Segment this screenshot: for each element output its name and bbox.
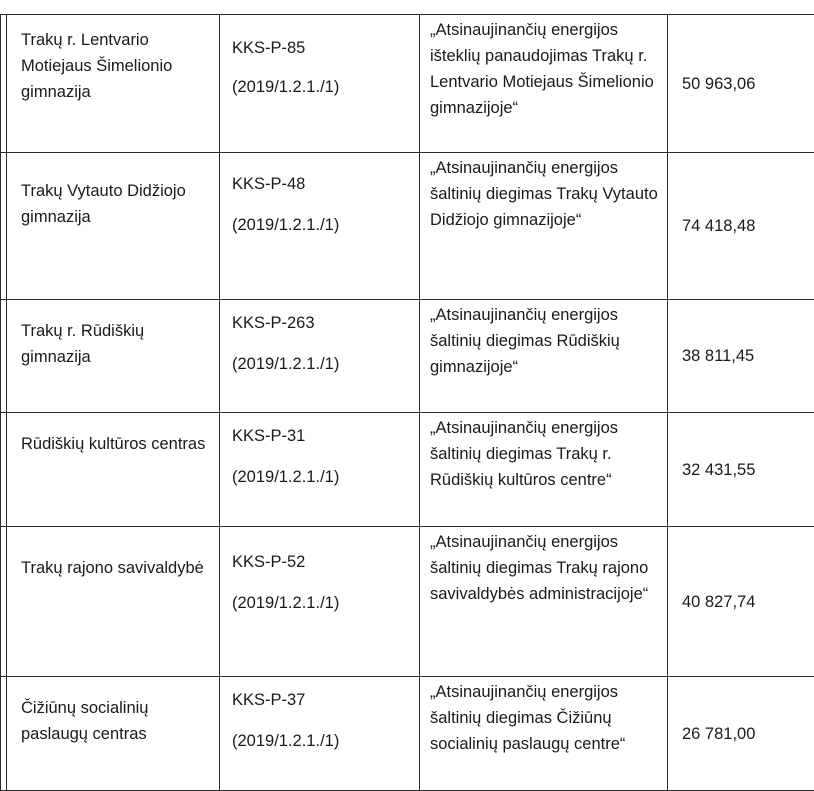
amount-cell: 32 431,55 (668, 413, 814, 527)
amount-cell: 74 418,48 (668, 153, 814, 300)
institution-cell: Trakų rajono savivaldybė (7, 527, 220, 677)
institution-cell: Rūdiškių kultūros centras (7, 413, 220, 527)
table-row (1, 300, 814, 413)
project-reference: (2019/1.2.1./1) (232, 351, 411, 377)
project-title-cell: „Atsinaujinančių energijos šaltinių diegimas Trakų Vytauto Didžiojo gimnazijoje“ (420, 153, 668, 300)
institution-cell: Trakų r. Rūdiškių gimnazija (7, 300, 220, 413)
project-reference: (2019/1.2.1./1) (232, 590, 411, 616)
table-row (1, 677, 814, 791)
code-cell (220, 15, 420, 153)
code-cell (220, 300, 420, 413)
table-row (1, 527, 814, 677)
amount-cell: 40 827,74 (668, 527, 814, 677)
project-code: KKS-P-52 (232, 549, 411, 575)
amount-cell: 38 811,45 (668, 300, 814, 413)
project-code: KKS-P-263 (232, 310, 411, 336)
project-reference: (2019/1.2.1./1) (232, 464, 411, 490)
project-code: KKS-P-37 (232, 687, 411, 713)
project-code: KKS-P-85 (232, 35, 411, 61)
project-reference: (2019/1.2.1./1) (232, 728, 411, 754)
table-row (1, 15, 814, 153)
institution-cell: Trakų Vytauto Didžiojo gimnazija (7, 153, 220, 300)
table-row (1, 153, 814, 300)
project-title-cell: „Atsinaujinančių energijos šaltinių diegimas Trakų r. Rūdiškių kultūros centre“ (420, 413, 668, 527)
code-cell (220, 413, 420, 527)
projects-table (0, 14, 814, 791)
project-code: KKS-P-31 (232, 423, 411, 449)
table-row (1, 413, 814, 527)
project-title-cell: „Atsinaujinančių energijos šaltinių diegimas Rūdiškių gimnazijoje“ (420, 300, 668, 413)
amount-cell: 50 963,06 (668, 15, 814, 153)
code-cell (220, 153, 420, 300)
project-code: KKS-P-48 (232, 171, 411, 197)
project-title-cell: „Atsinaujinančių energijos šaltinių diegimas Čižiūnų socialinių paslaugų centre“ (420, 677, 668, 791)
project-title-cell: „Atsinaujinančių energijos šaltinių diegimas Trakų rajono savivaldybės administracijoje“ (420, 527, 668, 677)
code-cell (220, 677, 420, 791)
institution-cell: Čižiūnų socialinių paslaugų centras (7, 677, 220, 791)
institution-cell: Trakų r. Lentvario Motiejaus Šimelionio gimnazija (7, 15, 220, 153)
project-reference: (2019/1.2.1./1) (232, 212, 411, 238)
project-reference: (2019/1.2.1./1) (232, 74, 411, 100)
amount-cell: 26 781,00 (668, 677, 814, 791)
code-cell (220, 527, 420, 677)
project-title-cell: „Atsinaujinančių energijos išteklių panaudojimas Trakų r. Lentvario Motiejaus Šimelionio gimnazijoje“ (420, 15, 668, 153)
